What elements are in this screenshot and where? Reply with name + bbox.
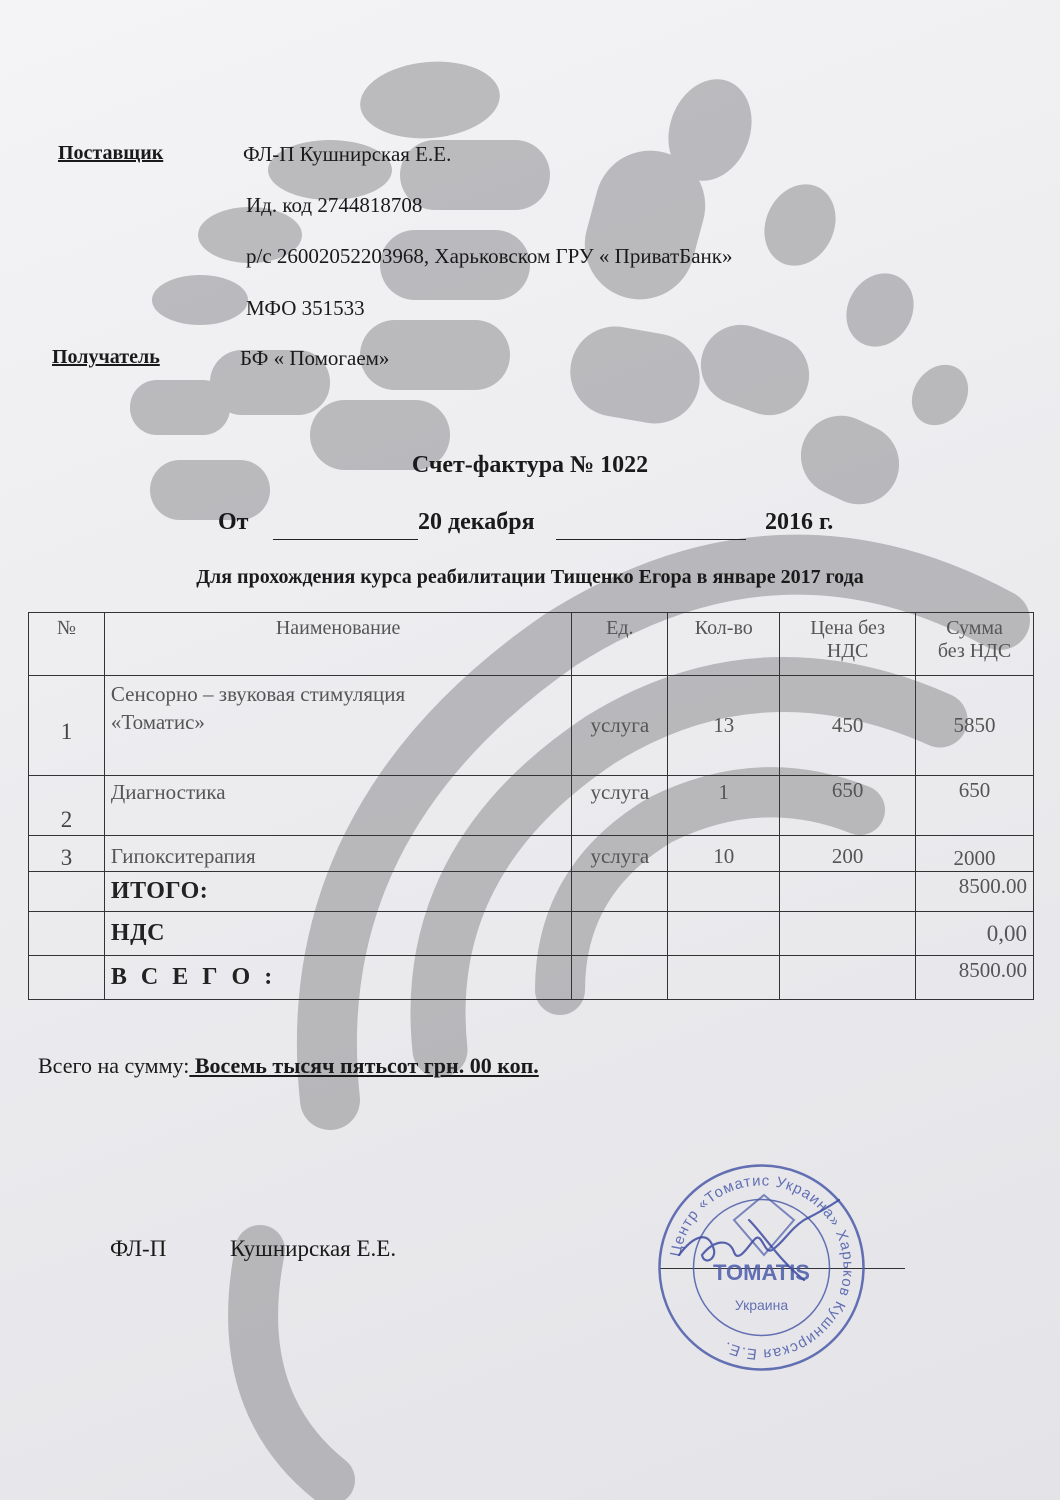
header-price-line1: Цена без [810,617,886,639]
row-num: 2 [29,776,105,836]
row-unit: услуга [572,836,668,872]
header-name: Наименование [104,613,571,676]
row-sum: 5850 [916,676,1034,776]
totals-row-itogo [29,872,1034,912]
row-price: 200 [780,836,916,872]
header-sum-line1: Сумма [946,617,1003,639]
row-name: Диагностика [104,776,571,836]
total-value: 8500.00 [916,956,1034,1000]
row-price: 650 [780,776,916,836]
total-empty-unit [572,956,668,1000]
table-row [29,676,1034,776]
totals-empty-qty [668,872,780,912]
header-num: № [29,613,105,676]
invoice-date-day-month: 20 декабря [418,509,535,535]
invoice-date-year: 2016 г. [765,509,834,535]
vat-empty-num [29,912,105,956]
vat-empty-unit [572,912,668,956]
stamp-country-text: Украина [734,1297,789,1313]
total-label: В С Е Г О : [104,956,571,1000]
totals-empty-unit [572,872,668,912]
signer-role: ФЛ-П [110,1236,167,1261]
recipient-label: Получатель [52,346,160,368]
sum-in-words-prefix: Всего на сумму: [38,1053,190,1078]
totals-empty-price [780,872,916,912]
supplier-name: ФЛ-П Кушнирская Е.Е. [243,142,452,166]
header-qty: Кол-во [668,613,780,676]
header-sum-line2: без НДС [937,640,1012,662]
invoice-date-prefix: От [218,509,249,535]
itogo-value: 8500.00 [916,872,1034,912]
row-unit: услуга [572,776,668,836]
table-header-row [29,613,1034,676]
stamp-center-text: TOMATIS [713,1260,810,1285]
row-unit: услуга [572,676,668,776]
date-blank-line-left [273,539,418,540]
row-num: 1 [29,676,105,776]
header-price [780,613,916,676]
row-name [104,676,571,776]
supplier-id-code: Ид. код 2744818708 [246,193,423,217]
totals-row-total [29,956,1034,1000]
stamp-ring-text: Центр «Томатис Украина» Харьков Кушнирская Е.Е. [667,1172,857,1363]
sum-in-words [38,1053,539,1079]
sum-in-words-amount: Восемь тысяч пятьсот грн. 00 коп. [189,1053,539,1078]
total-empty-price [780,956,916,1000]
totals-row-vat [29,912,1034,956]
supplier-label: Поставщик [58,142,164,164]
signer-name: Кушнирская Е.Е. [230,1236,397,1261]
total-empty-num [29,956,105,1000]
invoice-purpose: Для прохождения курса реабилитации Тищенко Егора в январе 2017 года [196,566,864,588]
row-qty: 13 [668,676,780,776]
invoice-title: Счет-фактура № 1022 [411,452,649,478]
table-row [29,836,1034,872]
row-qty: 1 [668,776,780,836]
header-sum [916,613,1034,676]
row-name: Гипокситерапия [104,836,571,872]
vat-empty-qty [668,912,780,956]
row-sum: 650 [916,776,1034,836]
vat-empty-price [780,912,916,956]
totals-empty-num [29,872,105,912]
row-num: 3 [29,836,105,872]
vat-value: 0,00 [916,912,1034,956]
date-blank-line-right [556,539,746,540]
row-sum: 2000 [916,836,1034,872]
row-name-line1: Сенсорно – звуковая стимуляция [110,682,406,706]
vat-label: НДС [104,912,571,956]
header-price-line2: НДС [826,640,869,662]
company-stamp-icon [654,1160,869,1375]
header-unit: Ед. [572,613,668,676]
invoice-items-table [28,612,1034,1000]
table-row [29,776,1034,836]
supplier-mfo: МФО 351533 [246,296,365,320]
recipient-name: БФ « Помогаем» [240,346,390,370]
total-empty-qty [668,956,780,1000]
supplier-bank-account: р/с 26002052203968, Харьковском ГРУ « ПриватБанк» [246,244,733,268]
itogo-label: ИТОГО: [104,872,571,912]
row-name-line2: «Томатис» [110,710,205,734]
row-qty: 10 [668,836,780,872]
row-price: 450 [780,676,916,776]
